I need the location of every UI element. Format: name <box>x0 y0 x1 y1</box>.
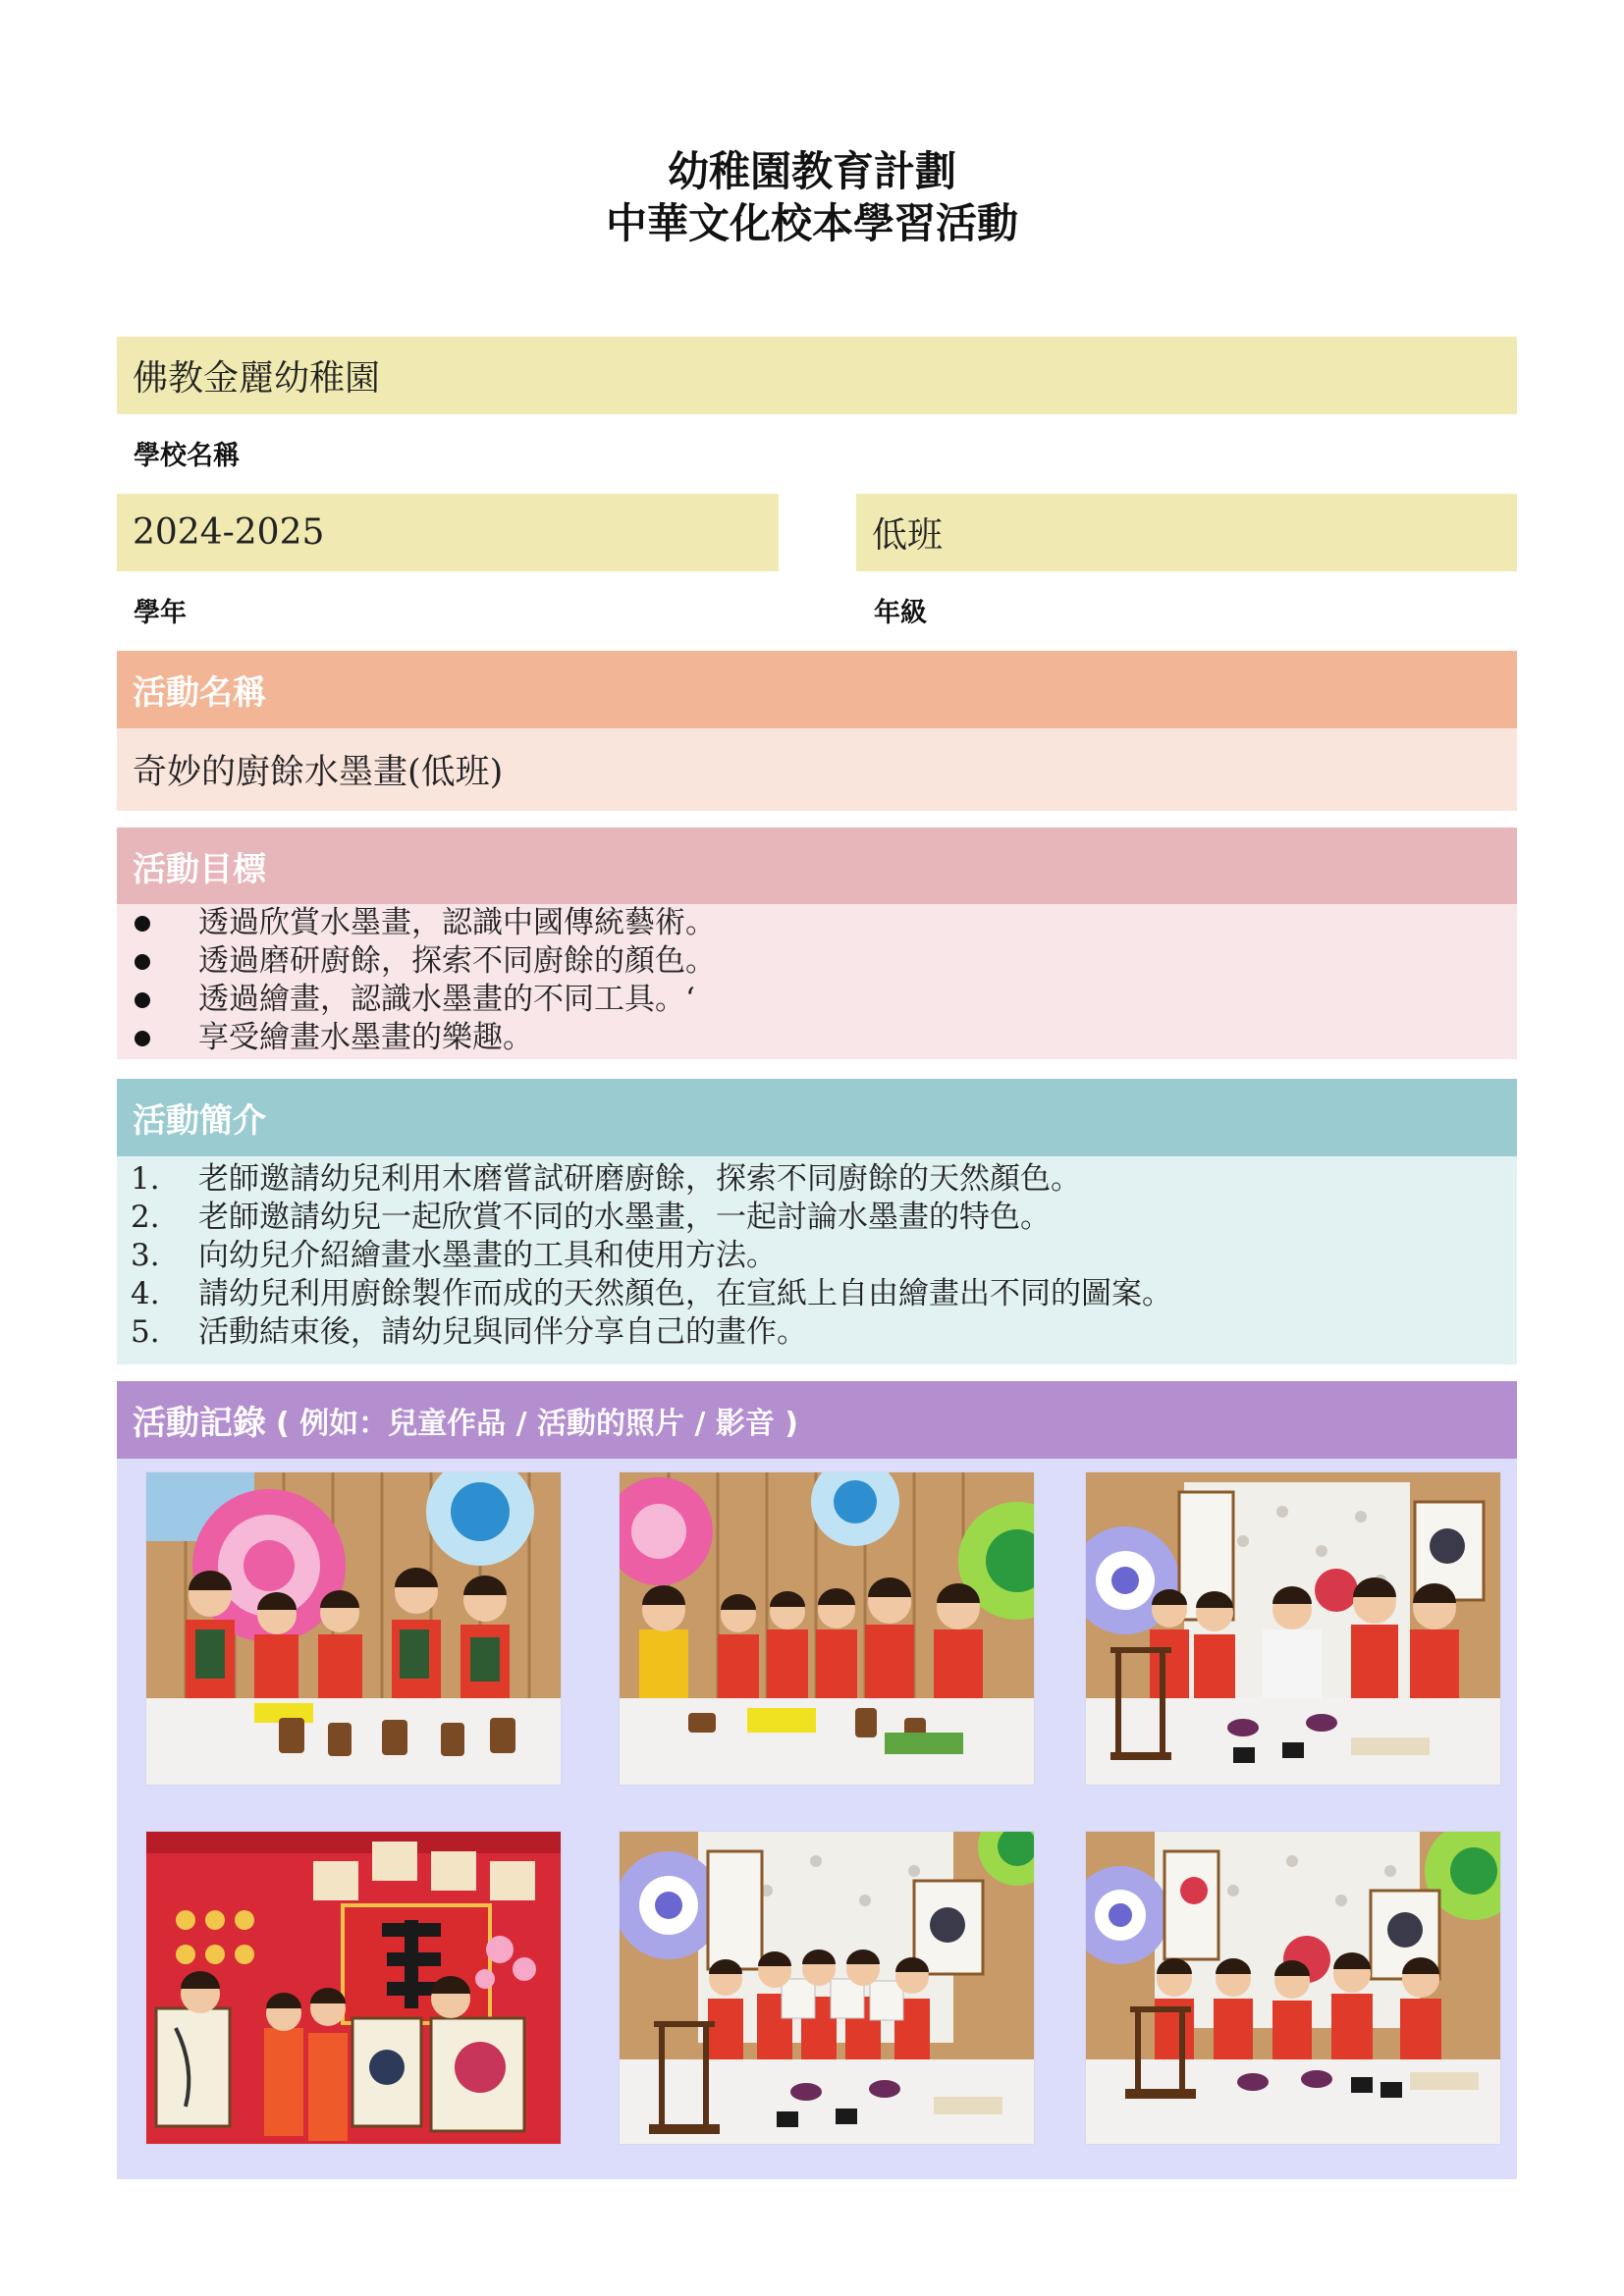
introduction-heading <box>117 1079 1517 1156</box>
activity-name-field <box>117 728 1517 811</box>
objectives-heading-text: 活動目標 <box>133 849 266 889</box>
objectives-heading <box>117 828 1517 904</box>
grade-field <box>856 494 1517 571</box>
photo-1-illustration <box>146 1472 561 1785</box>
activity-photo-3 <box>1085 1471 1501 1786</box>
objectives-list <box>117 904 1517 1059</box>
records-heading-text: 活動記錄 <box>133 1404 266 1443</box>
bullet-icon <box>135 992 150 1008</box>
photo-2-illustration <box>620 1472 1034 1785</box>
school-year-field <box>117 494 779 571</box>
activity-photo-5 <box>619 1831 1035 2145</box>
objective-item: 享受繪畫水墨畫的樂趣。 <box>117 1019 1517 1057</box>
introduction-item: 3. 向幼兒介紹繪畫水墨畫的工具和使用方法。 <box>131 1238 777 1273</box>
introduction-item: 2. 老師邀請幼兒一起欣賞不同的水墨畫，一起討論水墨畫的特色。 <box>131 1200 1051 1235</box>
photo-5-illustration <box>620 1832 1034 2144</box>
activity-name-value: 奇妙的廚餘水墨畫(低班) <box>133 753 504 792</box>
records-subheading: ( 例如：兒童作品 / 活動的照片 / 影音 ) <box>276 1406 799 1441</box>
introduction-heading-text: 活動簡介 <box>133 1101 266 1141</box>
school-name-field <box>117 337 1517 414</box>
objective-item: 透過磨研廚餘，探索不同廚餘的顏色。 <box>117 942 1517 981</box>
introduction-list <box>117 1156 1517 1364</box>
records-heading <box>117 1381 1517 1459</box>
bullet-icon <box>135 954 150 970</box>
photo-3-illustration <box>1086 1472 1500 1785</box>
activity-photo-6 <box>1085 1831 1501 2145</box>
photo-6-illustration <box>1086 1832 1500 2144</box>
school-name-value: 佛教金麗幼稚園 <box>133 358 381 399</box>
grade-value: 低班 <box>872 515 944 556</box>
activity-name-heading-text: 活動名稱 <box>133 673 266 713</box>
grade-label: 年級 <box>874 598 927 628</box>
bullet-icon <box>135 1031 150 1046</box>
page-title-line1: 幼稚園教育計劃 <box>667 147 956 195</box>
introduction-item: 1. 老師邀請幼兒利用木磨嘗試研磨廚餘，探索不同廚餘的天然顏色。 <box>131 1161 1081 1197</box>
activity-photo-4 <box>145 1831 562 2145</box>
objective-item: 透過欣賞水墨畫，認識中國傳統藝術。 <box>117 904 1517 942</box>
activity-photo-2 <box>619 1471 1035 1786</box>
activity-photo-1 <box>145 1471 562 1786</box>
introduction-item: 5. 活動結束後，請幼兒與同伴分享自己的畫作。 <box>131 1314 807 1350</box>
activity-name-heading <box>117 651 1517 728</box>
school-year-label: 學年 <box>134 598 187 628</box>
objective-item: 透過繪畫，認識水墨畫的不同工具。‘ <box>117 981 1517 1019</box>
school-year-value: 2024-2025 <box>133 512 325 553</box>
page-title-line2: 中華文化校本學習活動 <box>605 199 1018 247</box>
introduction-item: 4. 請幼兒利用廚餘製作而成的天然顏色，在宣紙上自由繪畫出不同的圖案。 <box>131 1276 1172 1311</box>
school-name-label: 學校名稱 <box>134 441 240 471</box>
photo-4-illustration <box>146 1832 561 2144</box>
bullet-icon <box>135 916 150 932</box>
